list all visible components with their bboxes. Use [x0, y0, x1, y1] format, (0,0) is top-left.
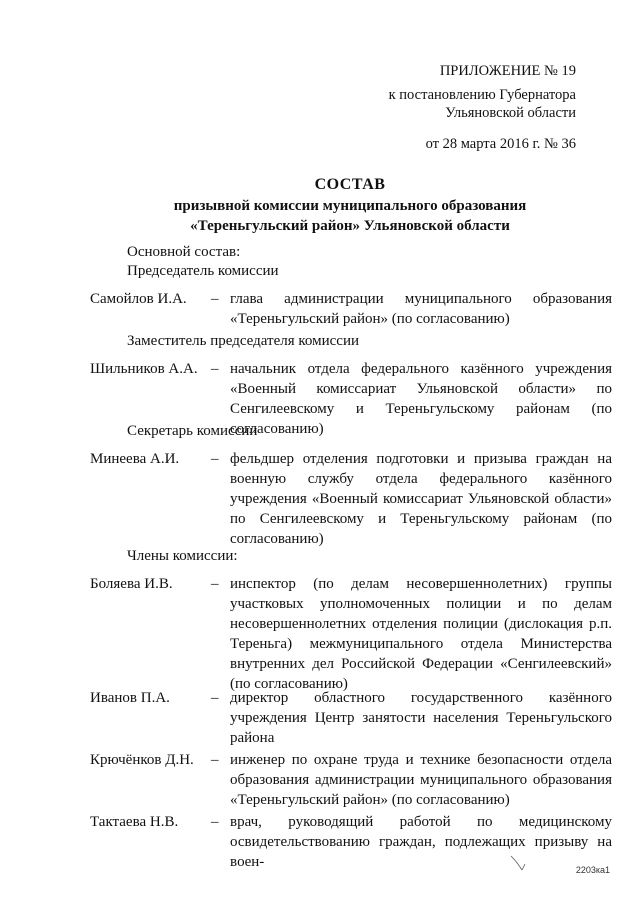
person-name: Боляева И.В.	[90, 576, 173, 592]
document-code: 2203ка1	[575, 865, 610, 875]
person-dash: –	[211, 291, 219, 307]
person-dash: –	[211, 361, 219, 377]
appendix-line-2: Ульяновской области	[445, 105, 576, 121]
appendix-header	[346, 62, 576, 153]
person-description: инспектор (по делам несовершеннолетних) группы участковых уполномоченных полиции и по делам несовершеннолетних отделения полиции (дислокация р.п. Тереньга) межмуниципального отдела Министерства внутренних дел Российской Федерации «Сенгилеевский» (по согласованию)	[230, 576, 612, 692]
document-title	[90, 175, 610, 236]
pen-mark-icon	[509, 852, 531, 874]
title-line-1: призывной комиссии муниципального образования	[173, 198, 527, 214]
person-dash: –	[211, 814, 219, 830]
person-entry	[90, 750, 612, 810]
person-dash: –	[211, 451, 219, 467]
section-members: Члены комиссии:	[127, 548, 238, 564]
person-entry	[90, 688, 612, 748]
person-name: Иванов П.А.	[90, 690, 170, 706]
person-description: инженер по охране труда и технике безопасности отдела образования администрации муниципального образования «Тереньгульский район» (по согласованию)	[230, 752, 612, 808]
person-description: директор областного государственного казённого учреждения Центр занятости населения Тереньгульского района	[230, 690, 612, 746]
person-dash: –	[211, 752, 219, 768]
title-main: СОСТАВ	[314, 176, 386, 193]
person-description: фельдшер отделения подготовки и призыва граждан на военную службу отдела федерального казённого учреждения «Военный комиссариат Ульяновской области» по Сенгилеевскому и Тереньгульскому районам (по согласованию)	[230, 451, 612, 547]
person-description: глава администрации муниципального образования «Тереньгульский район» (по согласованию)	[230, 291, 612, 327]
section-chairman: Председатель комиссии	[127, 263, 279, 279]
section-deputy: Заместитель председателя комиссии	[127, 333, 360, 349]
appendix-date: от 28 марта 2016 г. № 36	[425, 136, 576, 152]
person-description: врач, руководящий работой по медицинскому освидетельствованию граждан, подлежащих призыву на вoен-	[230, 814, 612, 870]
person-entry	[90, 449, 612, 549]
person-name: Шильников А.А.	[90, 361, 198, 377]
person-name: Минеева А.И.	[90, 451, 180, 467]
person-entry	[90, 574, 612, 694]
title-line-2: «Тереньгульский район» Ульяновской области	[190, 218, 510, 234]
person-description: начальник отдела федерального казённого учреждения «Военный комиссариат Ульяновской области» по Сенгилеевскому и Тереньгульскому районам (по согласованию)	[230, 361, 612, 437]
section-main-composition: Основной состав:	[127, 244, 241, 260]
appendix-line-1: к постановлению Губернатора	[388, 87, 576, 103]
person-name: Самойлов И.А.	[90, 291, 187, 307]
appendix-title: ПРИЛОЖЕНИЕ № 19	[439, 63, 576, 79]
person-dash: –	[211, 690, 219, 706]
person-entry	[90, 812, 612, 872]
person-dash: –	[211, 576, 219, 592]
person-name: Тактаева Н.В.	[90, 814, 179, 830]
person-entry	[90, 289, 612, 329]
section-secretary: Секретарь комиссии	[127, 423, 258, 439]
person-name: Крючёнков Д.Н.	[90, 752, 194, 768]
